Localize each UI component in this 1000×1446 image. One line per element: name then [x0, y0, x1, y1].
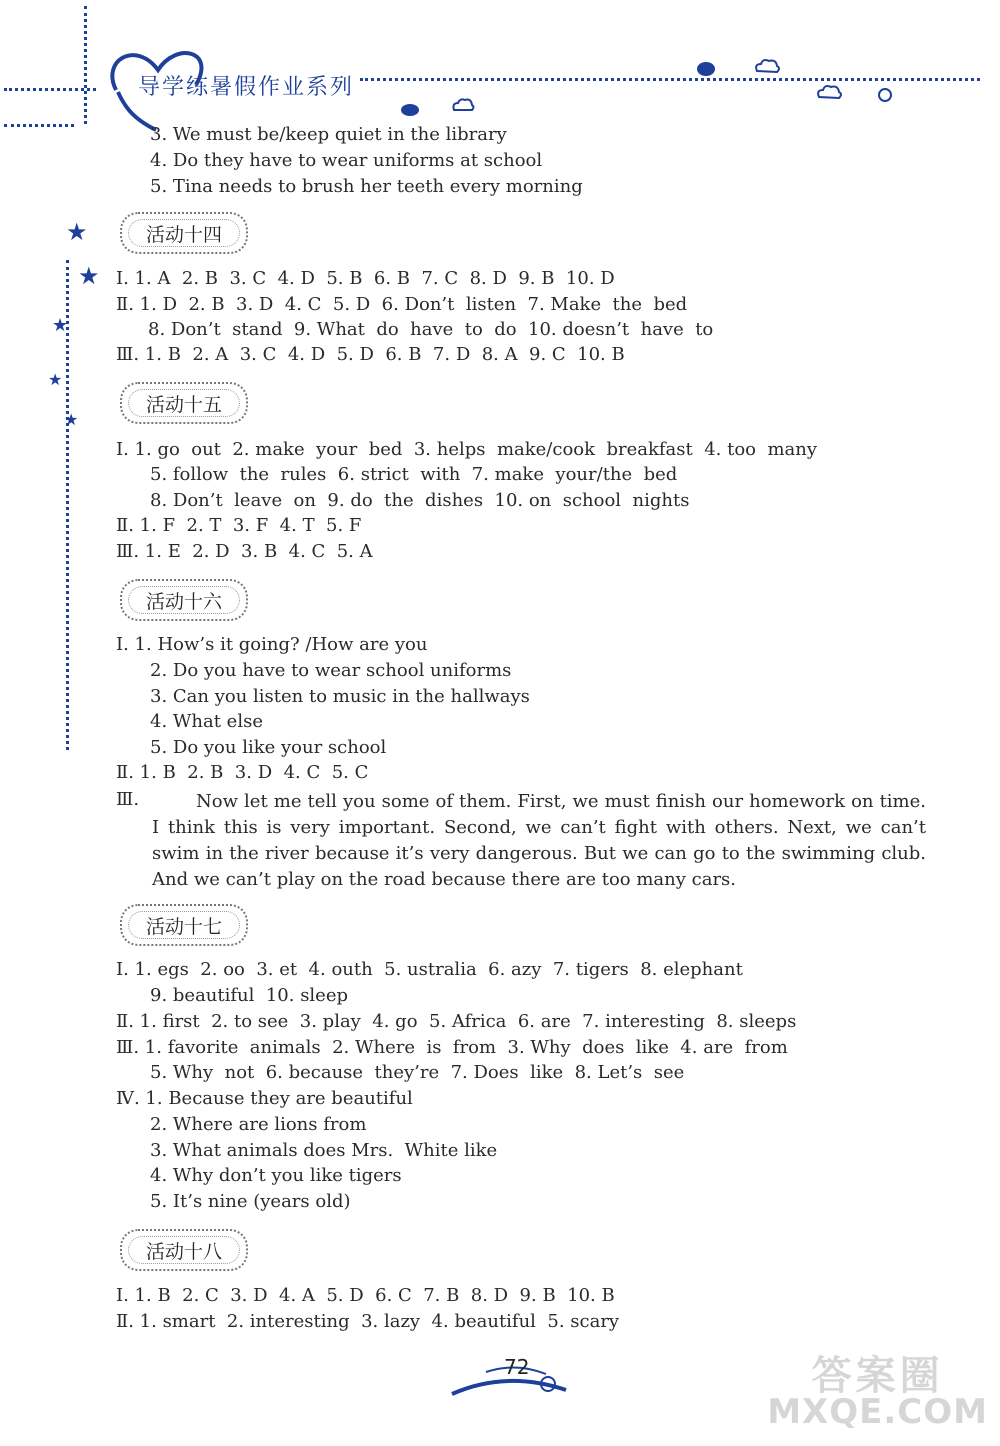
bird-icon: [694, 58, 718, 78]
answer-line: 9. beautiful 10. sleep: [150, 985, 349, 1006]
cloud-icon: [814, 82, 844, 102]
answer-line: 5. Why not 6. because they’re 7. Does like 8. Let’s see: [150, 1062, 685, 1083]
star-icon: ★: [66, 218, 88, 246]
page-number: 72: [504, 1355, 530, 1379]
answer-line: Ⅱ. 1. F 2. T 3. F 4. T 5. F: [116, 515, 362, 536]
answer-paragraph: Now let me tell you some of them. First, we must finish our homework on time. I think this is very important. Second, we can’t fight with others. Next, we can’t swim in the river because it’s very dangerous. But we can go to the swimming club. And we can’t play on the road because there are too many cars.: [152, 791, 926, 890]
section-badge: 活动十五: [120, 382, 248, 424]
watermark-bottom: MXQE.COM: [767, 1392, 988, 1432]
section-badge: 活动十七: [120, 904, 248, 946]
bird-icon: [398, 100, 422, 120]
page-header: [0, 0, 1000, 140]
answer-line: Ⅰ. 1. A 2. B 3. C 4. D 5. B 6. B 7. C 8. D 9. B 10. D: [116, 268, 615, 289]
star-icon: ★: [52, 315, 69, 336]
answer-line: 8. Don’t stand 9. What do have to do 10. doesn’t have to: [148, 319, 714, 340]
answer-line: 5. Do you like your school: [150, 737, 387, 758]
answer-line: 3. We must be/keep quiet in the library: [150, 124, 507, 145]
star-icon: ★: [78, 262, 100, 290]
answer-line: 5. Tina needs to brush her teeth every morning: [150, 176, 583, 197]
answer-line: 4. What else: [150, 711, 263, 732]
flower-icon: [876, 86, 894, 104]
answer-line: 5. It’s nine (years old): [150, 1191, 351, 1212]
answer-line: Ⅱ. 1. first 2. to see 3. play 4. go 5. Africa 6. are 7. interesting 8. sleeps: [116, 1011, 797, 1032]
watermark: [767, 1353, 988, 1432]
answer-line: 5. follow the rules 6. strict with 7. make your/the bed: [150, 464, 678, 485]
answer-line: Ⅰ. 1. egs 2. oo 3. et 4. outh 5. ustralia 6. azy 7. tigers 8. elephant: [116, 959, 743, 980]
answer-line: 8. Don’t leave on 9. do the dishes 10. on school nights: [150, 490, 690, 511]
answer-line: Ⅲ.: [116, 789, 140, 810]
watermark-top: 答案圈: [811, 1353, 944, 1399]
answer-line: Ⅳ. 1. Because they are beautiful: [116, 1088, 413, 1109]
answer-line: Ⅲ. 1. E 2. D 3. B 4. C 5. A: [116, 541, 373, 562]
answer-line: Ⅱ. 1. D 2. B 3. D 4. C 5. D 6. Don’t listen 7. Make the bed: [116, 294, 688, 315]
series-title: 导学练暑假作业系列: [138, 75, 355, 100]
answer-line: Ⅱ. 1. smart 2. interesting 3. lazy 4. beautiful 5. scary: [116, 1311, 620, 1332]
answer-line: Ⅲ. 1. favorite animals 2. Where is from 3. Why does like 4. are from: [116, 1037, 788, 1058]
answer-line: Ⅰ. 1. B 2. C 3. D 4. A 5. D 6. C 7. B 8. D 9. B 10. B: [116, 1285, 615, 1306]
answer-line: 3. What animals does Mrs. White like: [150, 1140, 498, 1161]
answer-line: Ⅲ. 1. B 2. A 3. C 4. D 5. D 6. B 7. D 8. A 9. C 10. B: [116, 344, 625, 365]
cloud-icon: [450, 96, 476, 114]
answer-line: 4. Do they have to wear uniforms at school: [150, 150, 543, 171]
answer-line: Ⅰ. 1. go out 2. make your bed 3. helps make/cook breakfast 4. too many: [116, 439, 818, 460]
answer-line: Ⅱ. 1. B 2. B 3. D 4. C 5. C: [116, 762, 369, 783]
section-badge: 活动十六: [120, 579, 248, 621]
cloud-icon: [752, 56, 782, 76]
answer-line: 3. Can you listen to music in the hallways: [150, 686, 530, 707]
answer-line: 4. Why don’t you like tigers: [150, 1165, 402, 1186]
section-badge: 活动十八: [120, 1229, 248, 1271]
answer-line: Ⅰ. 1. How’s it going? /How are you: [116, 634, 428, 655]
star-icon: ★: [64, 410, 79, 429]
answer-line: 2. Do you have to wear school uniforms: [150, 660, 512, 681]
answer-line: 2. Where are lions from: [150, 1114, 367, 1135]
section-badge: 活动十四: [120, 212, 248, 254]
star-icon: ★: [48, 370, 63, 389]
